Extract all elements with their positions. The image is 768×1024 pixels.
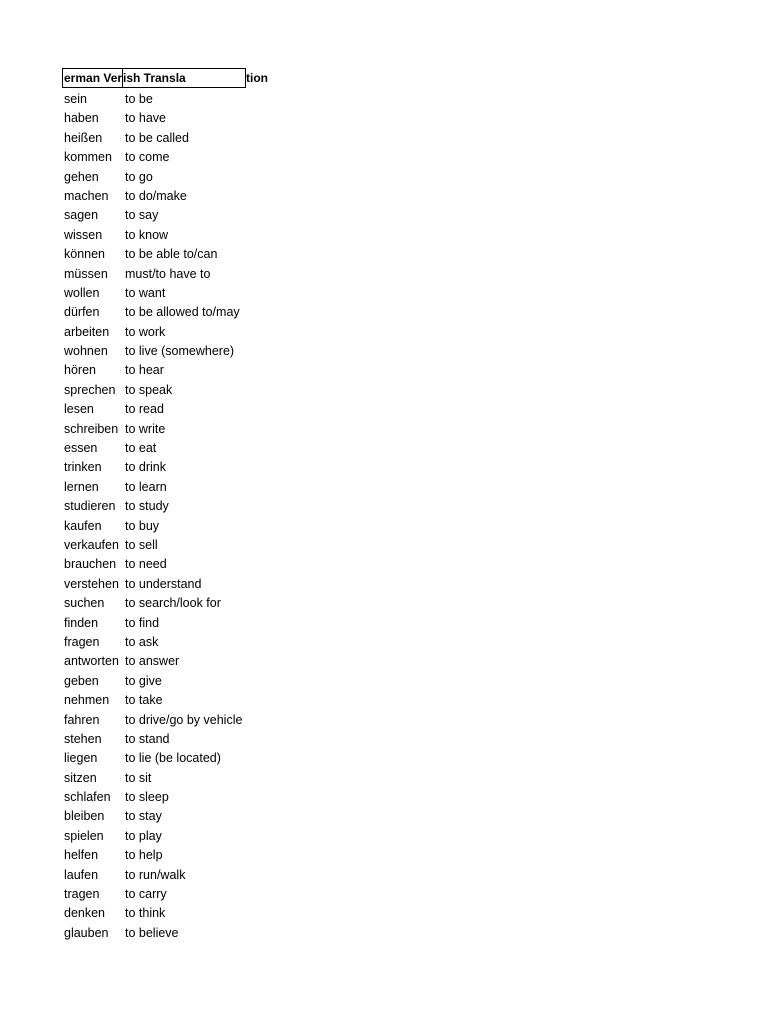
header-label-english-translation: ish Transla [123,71,186,85]
table-row [62,323,282,342]
table-row [62,439,282,458]
english-translation-cell[interactable]: to know [125,227,169,242]
table-row [62,749,282,768]
english-translation-cell[interactable]: to believe [125,925,179,940]
table-row [62,420,282,439]
english-translation-cell[interactable]: to do/make [125,188,187,203]
german-verb-cell[interactable]: dürfen [64,305,100,320]
english-translation-cell[interactable]: to help [125,848,163,863]
english-translation-cell[interactable]: must/to have to [125,266,211,281]
english-translation-cell[interactable]: to search/look for [125,596,221,611]
german-verb-cell[interactable]: antworten [64,654,119,669]
german-verb-cell[interactable]: helfen [64,848,99,863]
german-verb-cell[interactable]: schlafen [64,790,111,805]
english-translation-cell[interactable]: to go [125,169,153,184]
english-translation-cell[interactable]: to understand [125,576,202,591]
english-translation-cell[interactable]: to buy [125,518,160,533]
german-verb-cell[interactable]: geben [64,673,99,688]
german-verb-cell[interactable]: trinken [64,460,102,475]
english-translation-cell[interactable]: to write [125,421,166,436]
table-row [62,148,282,167]
table-row [62,866,282,885]
table-row [62,769,282,788]
german-verb-cell[interactable]: kaufen [64,518,102,533]
table-row [62,168,282,187]
english-translation-cell[interactable]: to speak [125,382,173,397]
table-row [62,691,282,710]
table-row [62,575,282,594]
english-translation-cell[interactable]: to need [125,557,167,572]
german-verb-cell[interactable]: sagen [64,208,99,223]
table-row [62,90,282,109]
english-translation-cell[interactable]: to read [125,402,164,417]
german-verb-cell[interactable]: essen [64,441,98,456]
english-translation-cell[interactable]: to play [125,828,162,843]
german-verb-cell[interactable]: hören [64,363,96,378]
english-translation-cell[interactable]: to live (somewhere) [125,344,235,359]
german-verb-cell[interactable]: liegen [64,751,98,766]
german-verb-cell[interactable]: wohnen [64,344,108,359]
german-verb-cell[interactable]: wissen [64,227,103,242]
english-translation-cell[interactable]: to take [125,693,163,708]
table-row [62,807,282,826]
german-verb-cell[interactable]: sprechen [64,382,116,397]
english-translation-cell[interactable]: to stay [125,809,162,824]
table-row [62,458,282,477]
german-verb-cell[interactable]: spielen [64,828,104,843]
table-row [62,652,282,671]
header-cell-english-translation[interactable] [122,68,246,88]
table-row [62,265,282,284]
english-translation-cell[interactable]: to sleep [125,790,169,805]
table-row [62,614,282,633]
table-header-row [62,68,282,90]
german-verb-cell[interactable]: suchen [64,596,105,611]
table-row [62,129,282,148]
german-verb-cell[interactable]: finden [64,615,99,630]
table-row [62,827,282,846]
german-verb-cell[interactable]: lernen [64,479,99,494]
german-verb-cell[interactable]: schreiben [64,421,119,436]
german-verb-cell[interactable]: nehmen [64,693,110,708]
english-translation-cell[interactable]: to drink [125,460,166,475]
german-verb-cell[interactable]: arbeiten [64,324,110,339]
english-translation-cell[interactable]: to sit [125,770,152,785]
table-row [62,109,282,128]
header-cell-german-verb[interactable] [62,68,123,88]
german-verb-cell[interactable]: haben [64,111,99,126]
header-label-overflow: tion [246,71,268,85]
english-translation-cell[interactable]: to run/walk [125,867,186,882]
table-row [62,536,282,555]
english-translation-cell[interactable]: to lie (be located) [125,751,221,766]
english-translation-cell[interactable]: to drive/go by vehicle [125,712,243,727]
german-verb-cell[interactable]: sitzen [64,770,97,785]
german-verb-cell[interactable]: denken [64,906,106,921]
english-translation-cell[interactable]: to study [125,499,169,514]
english-translation-cell[interactable]: to give [125,673,162,688]
table-row [62,711,282,730]
german-verb-cell[interactable]: verstehen [64,576,119,591]
vocabulary-table [62,68,282,943]
german-verb-cell[interactable]: kommen [64,150,112,165]
table-row [62,478,282,497]
english-translation-cell[interactable]: to want [125,285,166,300]
table-row [62,904,282,923]
english-translation-cell[interactable]: to be [125,92,153,106]
header-label-german-verb: erman Ver [64,71,123,85]
german-verb-cell[interactable]: sein [64,92,87,106]
german-verb-cell[interactable]: heißen [64,130,103,145]
german-verb-cell[interactable]: verkaufen [64,537,119,552]
english-translation-cell[interactable]: to answer [125,654,180,669]
table-row [62,788,282,807]
table-row [62,245,282,264]
table-row [62,885,282,904]
table-row [62,497,282,516]
german-verb-cell[interactable]: glauben [64,925,109,940]
table-row [62,517,282,536]
english-translation-cell[interactable]: to learn [125,479,167,494]
table-row [62,361,282,380]
english-translation-cell[interactable]: to carry [125,887,167,902]
german-verb-cell[interactable]: studieren [64,499,116,514]
table-row [62,342,282,361]
table-row [62,633,282,652]
english-translation-cell[interactable]: to work [125,324,166,339]
english-translation-cell[interactable]: to be allowed to/may [125,305,240,320]
english-translation-cell[interactable]: to stand [125,731,170,746]
table-row [62,730,282,749]
german-verb-cell[interactable]: tragen [64,887,100,902]
german-verb-cell[interactable]: bleiben [64,809,105,824]
german-verb-cell[interactable]: wollen [64,285,100,300]
german-verb-cell[interactable]: können [64,247,106,262]
table-row [62,400,282,419]
english-translation-cell[interactable]: to come [125,150,170,165]
english-translation-cell[interactable]: to say [125,208,159,223]
english-translation-cell[interactable]: to be called [125,130,189,145]
english-translation-cell[interactable]: to be able to/can [125,247,218,262]
english-translation-cell[interactable]: to think [125,906,166,921]
table-row [62,206,282,225]
table-row [62,187,282,206]
table-row [62,381,282,400]
table-row [62,284,282,303]
german-verb-cell[interactable]: machen [64,188,109,203]
english-translation-cell[interactable]: to find [125,615,160,630]
table-row [62,594,282,613]
table-row [62,555,282,574]
english-translation-cell[interactable]: to eat [125,441,157,456]
english-translation-cell[interactable]: to hear [125,363,164,378]
english-translation-cell[interactable]: to ask [125,634,159,649]
english-translation-cell[interactable]: to have [125,111,167,126]
table-row [62,846,282,865]
german-verb-cell[interactable]: lesen [64,402,94,417]
german-verb-cell[interactable]: brauchen [64,557,117,572]
german-verb-cell[interactable]: laufen [64,867,99,882]
german-verb-cell[interactable]: müssen [64,266,108,281]
german-verb-cell[interactable]: fragen [64,634,100,649]
table-row [62,303,282,322]
table-row [62,226,282,245]
table-body [62,90,282,943]
table-row [62,924,282,943]
table-row [62,672,282,691]
german-verb-cell[interactable]: fahren [64,712,100,727]
english-translation-cell[interactable]: to sell [125,537,158,552]
german-verb-cell[interactable]: stehen [64,731,102,746]
german-verb-cell[interactable]: gehen [64,169,99,184]
